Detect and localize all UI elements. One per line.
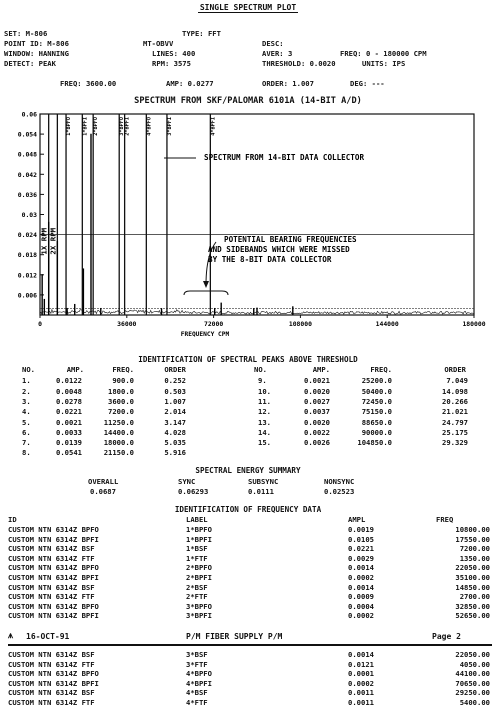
peaks-table-cell: 0.0541: [56, 448, 82, 458]
header-window: WINDOW: HANNING: [4, 49, 69, 58]
header-lines: LINES: 400: [152, 49, 196, 58]
energy-header: SUBSYNC: [248, 477, 279, 486]
freq-row-ampl: 0.0014: [348, 563, 374, 573]
freq-row-ampl: 0.0011: [348, 698, 374, 707]
freq-row-label: 2*BPFO: [186, 563, 212, 573]
freq-row-ampl: 0.0221: [348, 544, 374, 554]
peaks-table-cell: 8.: [22, 448, 31, 458]
freq-row-ampl: 0.0009: [348, 592, 374, 602]
freq-row-id: CUSTOM NTN 6314Z FTF: [8, 698, 95, 707]
header-desc: DESC:: [262, 39, 284, 48]
peaks-table-cell: 0.0033: [56, 427, 82, 437]
energy-title: SPECTRAL ENERGY SUMMARY: [195, 466, 301, 475]
peaks-table-cell: 0.0221: [56, 407, 82, 417]
peaks-table-cell: 11.: [258, 396, 271, 406]
peaks-table-cell: 2.: [22, 386, 31, 396]
freq-row-label: 3*FTF: [186, 659, 208, 669]
freq-row-freq: 4050.00: [459, 659, 490, 669]
peaks-table-cell: 9.: [258, 376, 267, 386]
peaks-table-cell: 18000.0: [103, 438, 134, 448]
header-units: UNITS: IPS: [362, 59, 406, 68]
freq-row-ampl: 0.0002: [348, 611, 374, 621]
freq-row-ampl: 0.0011: [348, 688, 374, 698]
header-point-id: POINT ID: M-806: [4, 39, 69, 48]
freq-row-id: CUSTOM NTN 6314Z FTF: [8, 659, 95, 669]
freq-row-freq: 14850.00: [455, 582, 490, 592]
freq-row-id: CUSTOM NTN 6314Z BSF: [8, 650, 95, 659]
freq-row-id: CUSTOM NTN 6314Z BPFO: [8, 525, 99, 534]
x-tick-label: 144000: [375, 320, 399, 328]
peaks-table-header: ORDER: [164, 365, 186, 374]
page-title-text: SINGLE SPECTRUM PLOT: [199, 3, 297, 12]
header-type: TYPE: FFT: [182, 29, 221, 38]
peaks-table-cell: 7.049: [446, 376, 468, 386]
freq-row-label: 3*BPFO: [186, 601, 212, 611]
annotation-14bit: SPECTRUM FROM 14-BIT DATA COLLECTOR: [204, 153, 365, 162]
peaks-table-cell: 72450.0: [361, 396, 392, 406]
energy-header: OVERALL: [88, 477, 119, 486]
x-tick-label: 72000: [203, 320, 224, 328]
annotation-line-1: POTENTIAL BEARING FREQUENCIES: [224, 235, 357, 244]
freq-row-freq: 5400.00: [459, 698, 490, 707]
header-threshold: THRESHOLD: 0.0020: [262, 59, 336, 68]
freq-row-ampl: 0.0105: [348, 534, 374, 544]
freq-row-label: 3*BSF: [186, 650, 208, 659]
peaks-table-header: FREQ.: [370, 365, 392, 374]
peaks-table-cell: 0.0122: [56, 376, 82, 386]
footer-center: P/M FIBER SUPPLY P/M: [186, 632, 283, 641]
x-tick-label: 108000: [288, 320, 312, 328]
freq-row-id: CUSTOM NTN 6314Z FTF: [8, 592, 95, 602]
peaks-table-cell: 0.0139: [56, 438, 82, 448]
peaks-table-cell: 0.0020: [304, 417, 330, 427]
peaks-table-cell: 90000.0: [361, 427, 392, 437]
energy-value: 0.0111: [248, 487, 274, 496]
freq-row-id: CUSTOM NTN 6314Z BPFO: [8, 563, 99, 573]
marker-label: 2X RPM: [48, 227, 58, 255]
peaks-table-cell: 0.0027: [304, 396, 330, 406]
peaks-table-cell: 21150.0: [103, 448, 134, 458]
header-detect: DETECT: PEAK: [4, 59, 56, 68]
peaks-table-cell: 0.0020: [304, 386, 330, 396]
peaks-table-cell: 12.: [258, 407, 271, 417]
peaks-table-cell: 13.: [258, 417, 271, 427]
peaks-table-cell: 104850.0: [357, 438, 392, 448]
y-tick-label: 0.054: [17, 130, 37, 139]
header-set: SET: M-806: [4, 29, 48, 38]
peaks-table-header: FREQ.: [112, 365, 134, 374]
peaks-table-cell: 0.0037: [304, 407, 330, 417]
freq-row-label: 2*BPFI: [186, 573, 212, 582]
peaks-table-cell: 5.035: [164, 438, 186, 448]
freq-row-id: CUSTOM NTN 6314Z BPFI: [8, 534, 99, 544]
peaks-table-cell: 0.0021: [56, 417, 82, 427]
peaks-table-cell: 29.329: [442, 438, 468, 448]
y-tick-label: 0.012: [17, 271, 37, 280]
freq-row-freq: 32850.00: [455, 601, 490, 611]
y-tick-label: 0.03: [21, 211, 37, 219]
marker-label: 3*BPFI: [166, 117, 173, 136]
peaks-table-cell: 20.266: [442, 396, 468, 406]
peaks-table-cell: 1800.0: [108, 386, 134, 396]
peaks-table-cell: 7200.0: [108, 407, 134, 417]
x-tick-label: 36000: [117, 320, 137, 328]
freq-row-ampl: 0.0029: [348, 553, 374, 563]
peaks-table-cell: 0.252: [164, 376, 186, 386]
freq-row-ampl: 0.0121: [348, 659, 374, 669]
peaks-table-cell: 3600.0: [108, 396, 134, 406]
energy-header: NONSYNC: [324, 477, 355, 486]
freq-row-label: 4*BPFI: [186, 678, 212, 688]
cursor-amp: AMP: 0.0277: [166, 79, 214, 88]
freq-row-id: CUSTOM NTN 6314Z FTF: [8, 553, 95, 563]
freq-row-ampl: 0.0014: [348, 650, 374, 659]
freq-row-freq: 10800.00: [455, 525, 490, 534]
freq-row-id: CUSTOM NTN 6314Z BPFI: [8, 611, 99, 621]
annotation-line-3: BY THE 8-BIT DATA COLLECTOR: [208, 255, 332, 264]
peaks-table-cell: 88650.0: [361, 417, 392, 427]
peaks-table-cell: 25200.0: [361, 376, 392, 386]
freq-row-label: 1*FTF: [186, 553, 208, 563]
freq-row-id: CUSTOM NTN 6314Z BSF: [8, 582, 95, 592]
marker-label: 1*BPFO: [66, 117, 73, 136]
freq-row-freq: 70650.00: [455, 678, 490, 688]
freq-row-ampl: 0.0001: [348, 669, 374, 679]
freq-row-id: CUSTOM NTN 6314Z BSF: [8, 688, 95, 698]
peaks-table-cell: 14400.0: [103, 427, 134, 437]
freq-row-ampl: 0.0004: [348, 601, 374, 611]
header-rpm: RPM: 3575: [152, 59, 191, 68]
freq-row-label: 4*BSF: [186, 688, 208, 698]
peaks-table-cell: 3.: [22, 396, 31, 406]
header-aver: AVER: 3: [262, 49, 293, 58]
freq-table-header: AMPL: [348, 515, 366, 524]
peaks-table-cell: 24.797: [442, 417, 468, 427]
marker-label: 4*BPFO: [146, 117, 153, 136]
freq-table-header: FREQ: [436, 515, 454, 524]
peaks-table-cell: 1.: [22, 376, 31, 386]
peaks-table-cell: 0.0021: [304, 376, 330, 386]
plot-frame: [40, 114, 474, 315]
freq-row-id: CUSTOM NTN 6314Z BPFO: [8, 601, 99, 611]
marker-label: 2*BPFO: [93, 117, 100, 136]
peaks-table-cell: 21.021: [442, 407, 468, 417]
freq-row-ampl: 0.0002: [348, 573, 374, 582]
footer-date: 16-OCT-91: [26, 632, 70, 641]
freq-row-freq: 44100.00: [455, 669, 490, 679]
energy-value: 0.02523: [324, 487, 355, 496]
freq-row-id: CUSTOM NTN 6314Z BPFI: [8, 573, 99, 582]
peaks-table-cell: 75150.0: [361, 407, 392, 417]
peaks-table-header: AMP.: [66, 365, 84, 374]
peaks-table-cell: 6.: [22, 427, 31, 437]
x-tick-label: 0: [38, 320, 42, 328]
freq-row-label: 2*FTF: [186, 592, 208, 602]
freq-table-header: ID: [8, 515, 17, 524]
y-tick-label: 0.036: [17, 190, 37, 199]
freq-row-label: 1*BSF: [186, 544, 208, 554]
spectrum-chart: [0, 105, 496, 337]
freq-row-label: 4*FTF: [186, 698, 208, 707]
annotation-arrowhead: [203, 281, 209, 288]
freq-row-label: 4*BPFO: [186, 669, 212, 679]
cursor-deg: DEG: ---: [350, 79, 385, 88]
freq-row-label: 1*BPFI: [186, 534, 212, 544]
marker-label: 4*BPFI: [210, 117, 217, 136]
peaks-table-cell: 900.0: [112, 376, 134, 386]
y-tick-label: 0.048: [17, 150, 37, 159]
peaks-table-cell: 3.147: [164, 417, 186, 427]
freq-row-freq: 17550.00: [455, 534, 490, 544]
freq-row-label: 3*BPFI: [186, 611, 212, 621]
cursor-order: ORDER: 1.007: [262, 79, 314, 88]
peaks-table-cell: 0.0026: [304, 438, 330, 448]
energy-value: 0.0687: [90, 487, 116, 496]
freq-row-label: 2*BSF: [186, 582, 208, 592]
peaks-table-cell: 25.175: [442, 427, 468, 437]
freq-row-freq: 2700.00: [459, 592, 490, 602]
page-title: [0, 4, 496, 12]
peaks-table-cell: 14.: [258, 427, 271, 437]
marker-label: 1*BPFI: [82, 117, 89, 136]
freq-row-ampl: 0.0014: [348, 582, 374, 592]
freq-row-id: CUSTOM NTN 6314Z BSF: [8, 544, 95, 554]
peaks-table-cell: 0.0278: [56, 396, 82, 406]
peaks-table-cell: 7.: [22, 438, 31, 448]
peaks-table-cell: 1.007: [164, 396, 186, 406]
peaks-table-cell: 5.916: [164, 448, 186, 458]
peaks-table-cell: 11250.0: [103, 417, 134, 427]
y-tick-label: 0.042: [17, 170, 37, 179]
freq-table-header: LABEL: [186, 515, 208, 524]
freq-row-freq: 29250.00: [455, 688, 490, 698]
peaks-table-cell: 0.503: [164, 386, 186, 396]
freq-row-id: CUSTOM NTN 6314Z BPFI: [8, 678, 99, 688]
energy-value: 0.06293: [178, 487, 209, 496]
y-tick-label: 0.006: [17, 291, 37, 300]
freq-table-title: IDENTIFICATION OF FREQUENCY DATA: [174, 505, 322, 514]
annotation-bracket: [184, 291, 228, 295]
freq-row-freq: 35100.00: [455, 573, 490, 582]
y-tick-label: 0.024: [17, 231, 37, 240]
freq-row-freq: 22050.00: [455, 650, 490, 659]
x-tick-label: 180000: [462, 320, 486, 328]
header-mt: MT-OBVV: [143, 39, 174, 48]
peaks-table-header: NO.: [254, 365, 267, 374]
peaks-table-header: NO.: [22, 365, 35, 374]
chart-title: SPECTRUM FROM SKF/PALOMAR 6101A (14-BIT A/D): [134, 96, 362, 106]
peaks-table-cell: 4.: [22, 407, 31, 417]
peaks-table-cell: 0.0022: [304, 427, 330, 437]
freq-row-freq: 1350.00: [459, 553, 490, 563]
peaks-table-cell: 14.098: [442, 386, 468, 396]
footer-page: Page 2: [432, 632, 461, 641]
freq-row-ampl: 0.0019: [348, 525, 374, 534]
header-freq-range: FREQ: 0 - 180000 CPM: [340, 49, 427, 58]
x-axis-label: FREQUENCY CPM: [180, 331, 230, 337]
y-tick-label: 0.06: [21, 110, 37, 119]
footer-divider: [8, 644, 492, 646]
cursor-freq: FREQ: 3600.00: [60, 79, 117, 88]
marker-label: 3*BPFO: [119, 117, 126, 136]
logo-icon: ⩚: [8, 631, 14, 641]
peaks-table-cell: 0.0048: [56, 386, 82, 396]
peaks-table-cell: 10.: [258, 386, 271, 396]
peaks-table-cell: 4.028: [164, 427, 186, 437]
freq-row-ampl: 0.0002: [348, 678, 374, 688]
peaks-table-title: IDENTIFICATION OF SPECTRAL PEAKS ABOVE THRESHOLD: [138, 355, 358, 364]
freq-row-freq: 52650.00: [455, 611, 490, 621]
annotation-line-2: AND SIDEBANDS WHICH WERE MISSED: [208, 245, 350, 254]
marker-label: 2*BPFI: [124, 117, 131, 136]
energy-header: SYNC: [178, 477, 196, 486]
y-tick-label: 0.018: [17, 251, 37, 260]
freq-row-id: CUSTOM NTN 6314Z BPFO: [8, 669, 99, 679]
marker-label: 1X RPM: [39, 227, 49, 255]
peaks-table-cell: 5.: [22, 417, 31, 427]
peaks-table-header: ORDER: [444, 365, 466, 374]
freq-row-freq: 22050.00: [455, 563, 490, 573]
peaks-table-cell: 50400.0: [361, 386, 392, 396]
freq-row-freq: 7200.00: [459, 544, 490, 554]
peaks-table-cell: 15.: [258, 438, 271, 448]
peaks-table-header: AMP.: [312, 365, 330, 374]
peaks-table-cell: 2.014: [164, 407, 186, 417]
freq-row-label: 1*BPFO: [186, 525, 212, 534]
